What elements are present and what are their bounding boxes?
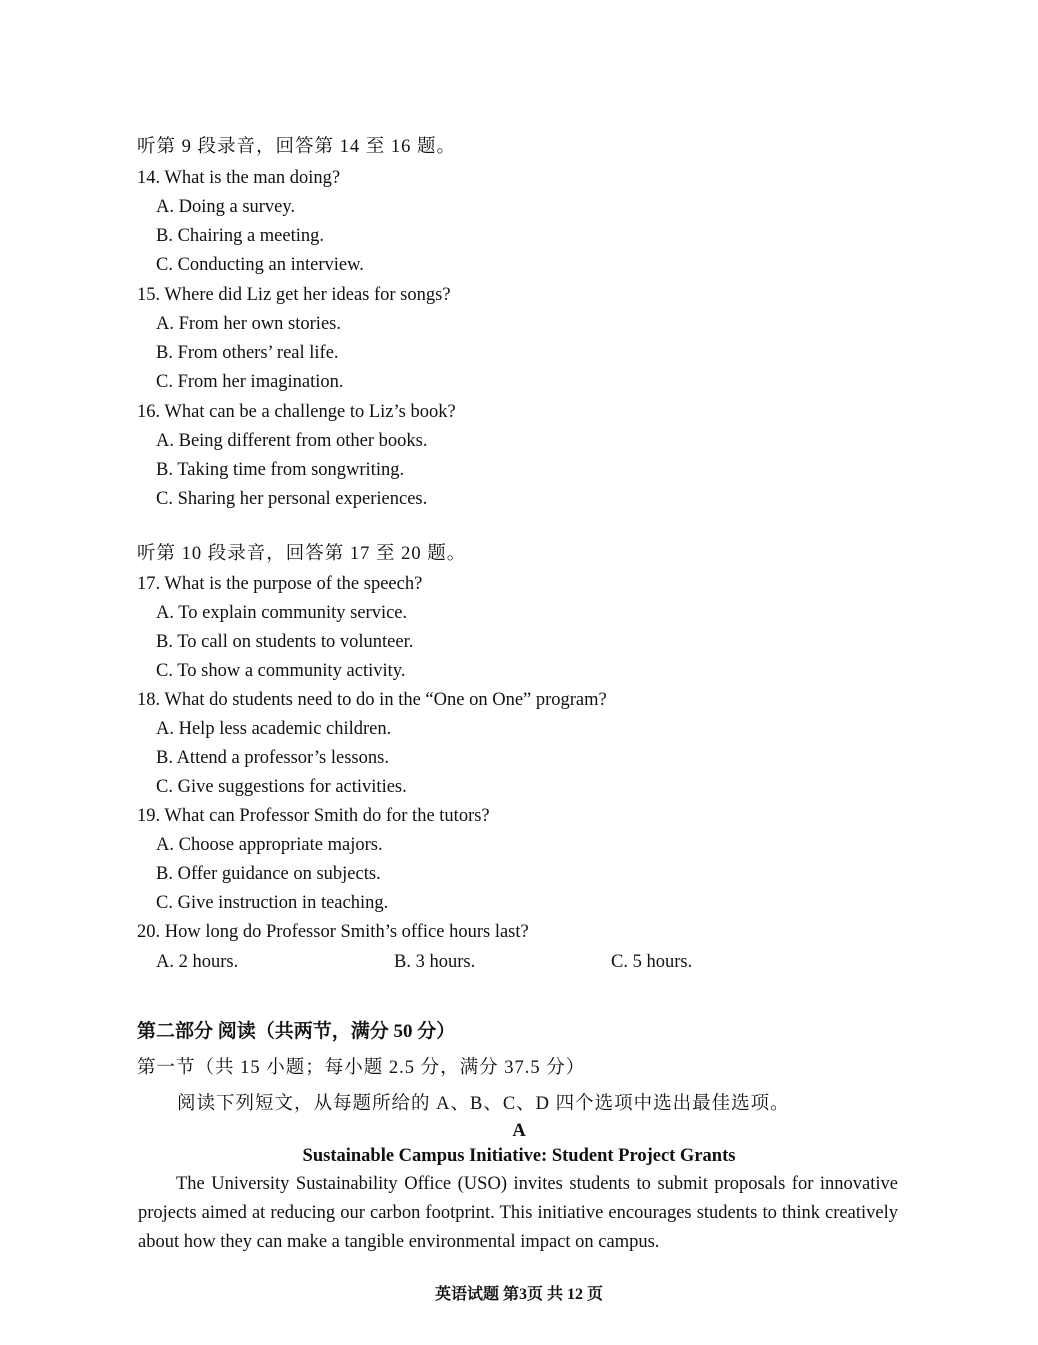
question-19: 19. What can Professor Smith do for the tutors? (137, 806, 490, 826)
q17-option-a: A. To explain community service. (156, 603, 408, 623)
q20-option-a: A. 2 hours. (156, 952, 239, 972)
page-footer: 英语试题 第3页 共 12 页 (434, 1286, 603, 1303)
q19-option-b: B. Offer guidance on subjects. (156, 864, 381, 884)
question-16: 16. What can be a challenge to Liz’s book? (137, 402, 456, 422)
q15-option-b: B. From others’ real life. (156, 343, 339, 363)
passage-paragraph-1: The University Sustainability Office (USO) invites students to submit proposals for innovative projects aimed at reducing our carbon footprint. This initiative encourages students to think creatively about how they can make a tangible environmental impact on campus. (138, 1174, 898, 1252)
q16-option-b: B. Taking time from songwriting. (156, 460, 405, 480)
q19-option-c: C. Give instruction in teaching. (156, 893, 389, 913)
section10-header: 听第 10 段录音，回答第 17 至 20 题。 (137, 544, 467, 564)
part2-title: 第二部分 阅读（共两节，满分 50 分） (137, 1021, 456, 1042)
q20-option-c: C. 5 hours. (611, 952, 693, 972)
q18-option-b: B. Attend a professor’s lessons. (156, 748, 389, 768)
q17-option-c: C. To show a community activity. (156, 661, 406, 681)
section9-header: 听第 9 段录音，回答第 14 至 16 题。 (137, 137, 457, 157)
q18-option-a: A. Help less academic children. (156, 719, 392, 739)
question-14: 14. What is the man doing? (137, 168, 341, 188)
q17-option-b: B. To call on students to volunteer. (156, 632, 414, 652)
passage-title: Sustainable Campus Initiative: Student Project Grants (302, 1146, 736, 1166)
question-15: 15. Where did Liz get her ideas for songs? (137, 285, 451, 305)
q14-option-a: A. Doing a survey. (156, 197, 296, 217)
q18-option-c: C. Give suggestions for activities. (156, 777, 407, 797)
reading-instruction: 阅读下列短文，从每题所给的 A、B、C、D 四个选项中选出最佳选项。 (177, 1094, 790, 1114)
q16-option-c: C. Sharing her personal experiences. (156, 489, 428, 509)
q14-option-c: C. Conducting an interview. (156, 255, 364, 275)
part2-section1: 第一节（共 15 小题；每小题 2.5 分，满分 37.5 分） (137, 1058, 586, 1078)
q19-option-a: A. Choose appropriate majors. (156, 835, 383, 855)
q20-option-b: B. 3 hours. (394, 952, 476, 972)
q15-option-a: A. From her own stories. (156, 314, 341, 334)
question-20: 20. How long do Professor Smith’s office hours last? (137, 922, 529, 942)
q14-option-b: B. Chairing a meeting. (156, 226, 325, 246)
q15-option-c: C. From her imagination. (156, 372, 344, 392)
question-17: 17. What is the purpose of the speech? (137, 574, 423, 594)
q16-option-a: A. Being different from other books. (156, 431, 428, 451)
question-18: 18. What do students need to do in the “One on One” program? (137, 690, 607, 710)
passage-letter: A (512, 1121, 526, 1141)
